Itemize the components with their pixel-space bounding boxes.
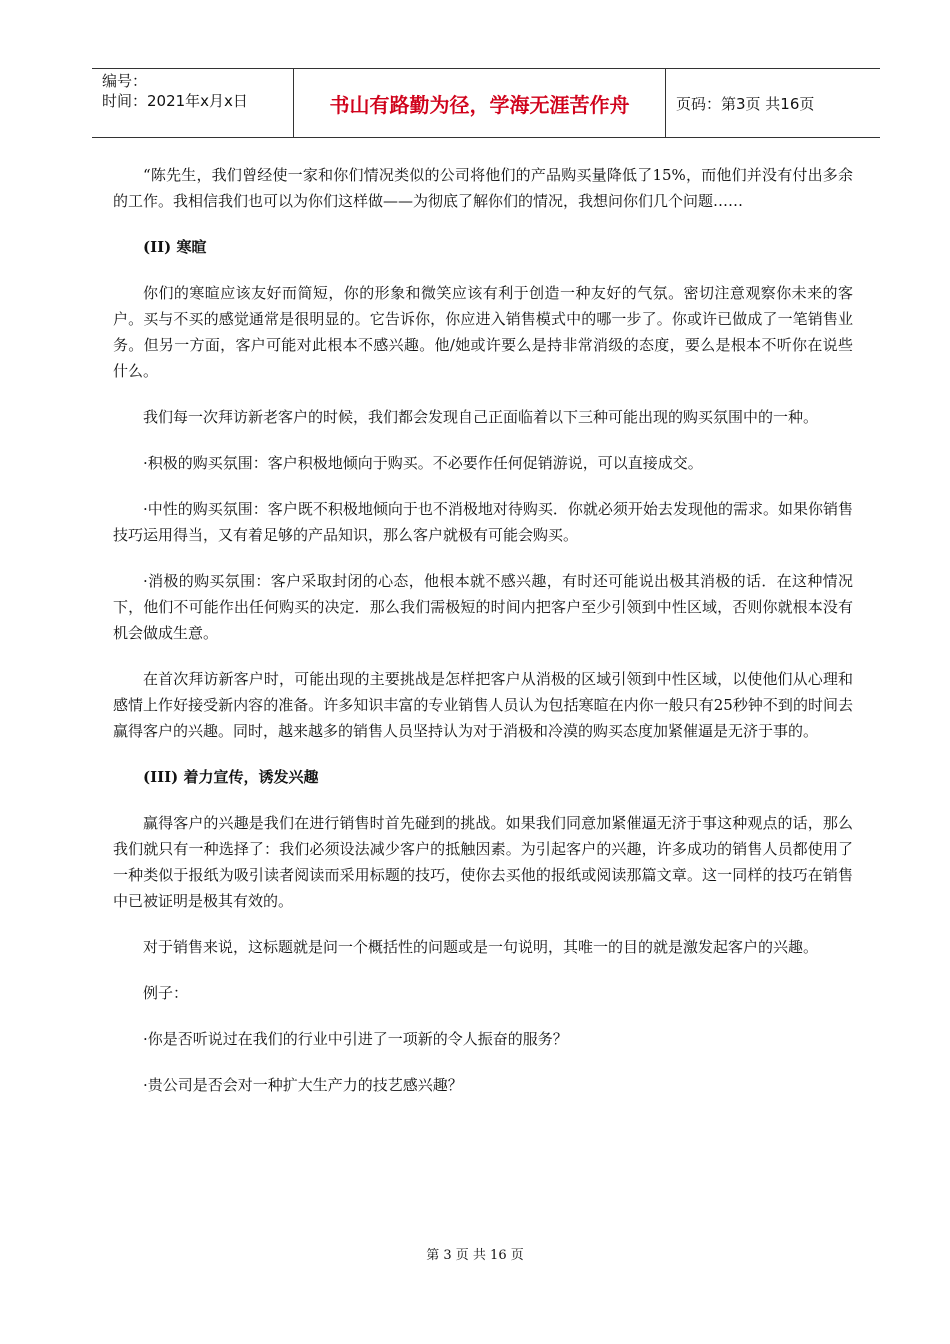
paragraph: 在首次拜访新客户时，可能出现的主要挑战是怎样把客户从消极的区域引领到中性区域，以使他们从心理和感情上作好接受新内容的准备。许多知识丰富的专业销售人员认为包括寒暄在内你一般只有25秒钟不到的时间去赢得客户的兴趣。同时，越来越多的销售人员坚持认为对于消极和冷漠的购买态度加紧催逼是无济于事的。 [113,670,853,740]
header-meta [102,71,297,111]
paragraph: 你们的寒暄应该友好而简短，你的形象和微笑应该有利于创造一种友好的气氛。密切注意观察你未来的客户。买与不买的感觉通常是很明显的。它告诉你，你应进入销售模式中的哪一步了。你或许已做成了一笔销售业务。但另一方面，客户可能对此根本不感兴趣。他/她或许要么是持非常消级的态度，要么是根本不听你在说些什么。 [113,284,853,380]
bullet-item: ·你是否听说过在我们的行业中引进了一项新的令人振奋的服务？ [143,1030,568,1048]
section-heading: (III) 着力宣传，诱发兴趣 [143,768,319,786]
header-page-label: 页码：第3页 共16页 [676,94,815,113]
bullet-item: ·中性的购买氛围：客户既不积极地倾向于也不消极地对待购买．你就必须开始去发现他的需求。如果你销售技巧运用得当，又有着足够的产品知识，那么客户就极有可能会购买。 [113,500,853,544]
document-body [113,162,853,1118]
bullet-item: ·消极的购买氛围：客户采取封闭的心态，他根本就不感兴趣，有时还可能说出极其消极的话．在这种情况下，他们不可能作出任何购买的决定．那么我们需极短的时间内把客户至少引领到中性区域，否则你就根本没有机会做成生意。 [113,572,853,642]
page-header [92,68,880,138]
paragraph: “陈先生，我们曾经使一家和你们情况类似的公司将他们的产品购买量降低了15%，而他们并没有付出多余的工作。我相信我们也可以为你们这样做——为彻底了解你们的情况，我想问你们几个问题…… [113,166,853,210]
bullet-item: ·贵公司是否会对一种扩大生产力的技艺感兴趣？ [143,1076,463,1094]
paragraph: 例子： [143,984,189,1002]
document-time-label: 时间：2021年x月x日 [102,92,248,110]
bullet-item: ·积极的购买氛围：客户积极地倾向于购买。不必要作任何促销游说，可以直接成交。 [143,454,703,472]
paragraph: 对于销售来说，这标题就是问一个概括性的问题或是一句说明，其唯一的目的就是激发起客户的兴趣。 [143,938,819,956]
page-footer: 第 3 页 共 16 页 [426,1248,524,1263]
section-heading: (II) 寒暄 [143,238,207,256]
document-number-label: 编号： [102,72,148,90]
paragraph: 赢得客户的兴趣是我们在进行销售时首先碰到的挑战。如果我们同意加紧催逼无济于事这种观点的话，那么我们就只有一种选择了：我们必须设法减少客户的抵触因素。为引起客户的兴趣，许多成功的销售人员都使用了一种类似于报纸为吸引读者阅读而采用标题的技巧，使你去买他的报纸或阅读那篇文章。这一同样的技巧在销售中已被证明是极其有效的。 [113,814,853,910]
header-motto: 书山有路勤为径，学海无涯苦作舟 [329,92,630,117]
header-divider [665,69,666,137]
paragraph: 我们每一次拜访新老客户的时候，我们都会发现自己正面临着以下三种可能出现的购买氛围中的一种。 [143,408,819,426]
